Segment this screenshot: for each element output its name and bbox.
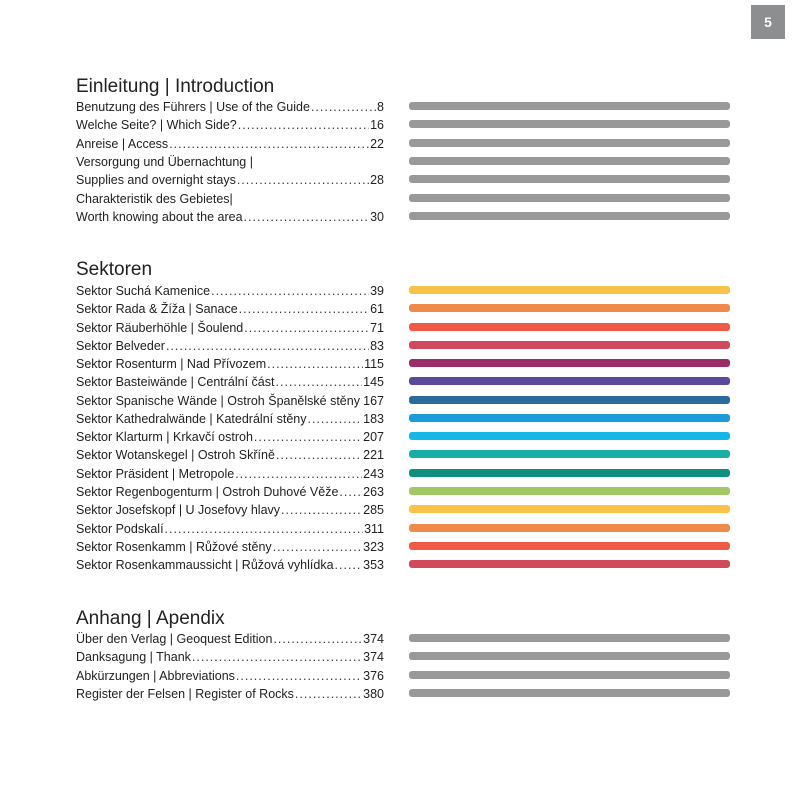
toc-entry-page: 71 xyxy=(370,320,384,335)
toc-entry[interactable] xyxy=(76,556,384,574)
toc-entry-title: Über den Verlag | Geoquest Edition xyxy=(76,632,273,646)
section-sectors-title: Sektoren xyxy=(76,259,153,280)
dot-leader xyxy=(295,685,362,703)
toc-entry-title: Sektor Spanische Wände | Ostroh Španělské stěny xyxy=(76,393,360,408)
toc-entry-title: Sektor Podskalí xyxy=(76,521,164,536)
toc-entry[interactable] xyxy=(76,300,384,318)
color-bar xyxy=(409,671,730,679)
dot-leader xyxy=(235,465,362,483)
color-bar xyxy=(409,487,730,495)
dot-leader xyxy=(276,373,363,391)
toc-entry[interactable] xyxy=(76,446,384,464)
dot-leader xyxy=(238,116,369,134)
toc-entry-title: Sektor Kathedralwände | Katedrální stěny xyxy=(76,411,307,426)
section-appendix-title: Anhang | Apendix xyxy=(76,608,225,629)
dot-leader xyxy=(166,337,369,355)
toc-entry-page: 8 xyxy=(377,100,384,114)
toc-entry-title: Sektor Rosenturm | Nad Přívozem xyxy=(76,357,267,372)
dot-leader xyxy=(276,446,362,464)
toc-entry[interactable] xyxy=(76,685,384,703)
dot-leader xyxy=(361,392,362,410)
toc-entry-title: Benutzung des Führers | Use of the Guide xyxy=(76,100,310,114)
toc-entry[interactable] xyxy=(76,116,384,134)
color-bar xyxy=(409,304,730,312)
toc-entry-title: Sektor Präsident | Metropole xyxy=(76,466,235,481)
color-bar xyxy=(409,120,730,128)
toc-entry[interactable] xyxy=(76,355,384,373)
dot-leader xyxy=(165,520,364,538)
color-bar xyxy=(409,157,730,165)
color-bar xyxy=(409,689,730,697)
toc-entry-title: Sektor Josefskopf | U Josefovy hlavy xyxy=(76,503,281,518)
toc-entry[interactable] xyxy=(76,501,384,519)
page-number-badge: 5 xyxy=(751,5,785,39)
toc-entry-page: 353 xyxy=(363,558,384,573)
toc-entry[interactable] xyxy=(76,410,384,428)
toc-entry[interactable] xyxy=(76,538,384,556)
color-bar xyxy=(409,341,730,349)
dot-leader xyxy=(273,630,362,648)
color-bar xyxy=(409,414,730,422)
toc-entry-page: 221 xyxy=(363,448,384,463)
toc-entry-title: Abkürzungen | Abbreviations xyxy=(76,668,235,683)
dot-leader xyxy=(339,483,362,501)
toc-entry-title: Sektor Belveder xyxy=(76,338,165,353)
color-bar xyxy=(409,524,730,532)
toc-entry-title: Welche Seite? | Which Side? xyxy=(76,118,237,133)
toc-entry-page: 311 xyxy=(364,521,384,536)
toc-entry[interactable] xyxy=(76,337,384,355)
toc-entry-page: 30 xyxy=(370,209,384,224)
toc-entry-page: 243 xyxy=(363,466,384,481)
toc-entry-page: 167 xyxy=(363,393,384,408)
toc-entry[interactable] xyxy=(76,428,384,446)
toc-entry[interactable] xyxy=(76,648,384,666)
color-bar xyxy=(409,377,730,385)
toc-entry-title: Versorgung und Übernachtung | xyxy=(76,154,253,169)
toc-entry-title: Sektor Suchá Kamenice xyxy=(76,284,211,298)
dot-leader xyxy=(311,98,376,116)
color-bar xyxy=(409,634,730,642)
toc-entry[interactable] xyxy=(76,520,384,538)
dot-leader xyxy=(254,428,362,446)
toc-entry-page: 183 xyxy=(363,411,384,426)
color-bar xyxy=(409,432,730,440)
color-bar xyxy=(409,323,730,331)
toc-entry-page: 22 xyxy=(370,136,384,151)
toc-entry-page: 28 xyxy=(370,173,384,188)
color-bar xyxy=(409,359,730,367)
toc-entry[interactable] xyxy=(76,667,384,685)
color-bar xyxy=(409,102,730,110)
toc-entry-page: 115 xyxy=(364,357,384,372)
color-bar xyxy=(409,175,730,183)
toc-entry[interactable] xyxy=(76,171,384,189)
toc-entry[interactable] xyxy=(76,153,384,171)
toc-entry-title: Supplies and overnight stays xyxy=(76,173,236,188)
section-introduction-title: Einleitung | Introduction xyxy=(76,76,275,97)
color-bar xyxy=(409,194,730,202)
toc-entry-page: 374 xyxy=(363,632,384,646)
toc-entry-page: 374 xyxy=(363,650,384,665)
dot-leader xyxy=(236,667,362,685)
toc-entry-title: Sektor Klarturm | Krkavčí ostroh xyxy=(76,430,253,445)
dot-leader xyxy=(281,501,362,519)
toc-entry[interactable] xyxy=(76,98,384,116)
toc-entry[interactable] xyxy=(76,135,384,153)
toc-entry-title: Sektor Rada & Žíža | Sanace xyxy=(76,302,238,317)
color-bar xyxy=(409,139,730,147)
toc-entry-page: 380 xyxy=(363,686,384,701)
toc-entry-title: Register der Felsen | Register of Rocks xyxy=(76,686,294,701)
dot-leader xyxy=(192,648,362,666)
dot-leader xyxy=(307,410,362,428)
toc-entry-title: Sektor Regenbogenturm | Ostroh Duhové Věže xyxy=(76,484,339,499)
toc-entry-page: 83 xyxy=(370,338,384,353)
toc-entry-title: Sektor Räuberhöhle | Šoulend xyxy=(76,320,244,335)
toc-entry[interactable] xyxy=(76,483,384,501)
dot-leader xyxy=(239,300,369,318)
dot-leader xyxy=(335,556,363,574)
toc-entry[interactable] xyxy=(76,373,384,391)
dot-leader xyxy=(273,538,362,556)
dot-leader xyxy=(267,355,363,373)
color-bar xyxy=(409,505,730,513)
toc-entry[interactable] xyxy=(76,319,384,337)
color-bar xyxy=(409,286,730,294)
toc-entry-page: 263 xyxy=(363,484,384,499)
toc-entry-page: 285 xyxy=(363,503,384,518)
toc-entry-title: Anreise | Access xyxy=(76,136,169,151)
toc-entry-title: Sektor Rosenkammaussicht | Růžová vyhlídka xyxy=(76,558,334,573)
dot-leader xyxy=(244,319,369,337)
toc-entry-title: Worth knowing about the area xyxy=(76,209,243,224)
toc-entry-title: Sektor Wotanskegel | Ostroh Skříně xyxy=(76,448,275,463)
toc-entry[interactable] xyxy=(76,465,384,483)
toc-entry-page: 207 xyxy=(363,430,384,445)
color-bar xyxy=(409,542,730,550)
color-bar xyxy=(409,212,730,220)
toc-entry-title: Danksagung | Thank xyxy=(76,650,191,665)
toc-entry-page: 39 xyxy=(370,284,384,298)
toc-entry[interactable] xyxy=(76,630,384,648)
dot-leader xyxy=(244,208,370,226)
color-bar xyxy=(409,560,730,568)
color-bar xyxy=(409,450,730,458)
toc-entry-title: Sektor Basteiwände | Centrální část xyxy=(76,375,275,390)
toc-entry[interactable] xyxy=(76,190,384,208)
dot-leader xyxy=(169,135,369,153)
toc-entry-page: 376 xyxy=(363,668,384,683)
toc-entry-title: Sektor Rosenkamm | Růžové stěny xyxy=(76,539,272,554)
toc-entry-page: 61 xyxy=(370,302,384,317)
toc-entry-page: 323 xyxy=(363,539,384,554)
color-bar xyxy=(409,396,730,404)
toc-entry-page: 145 xyxy=(363,375,384,390)
toc-entry-title: Charakteristik des Gebietes| xyxy=(76,191,233,206)
toc-entry[interactable] xyxy=(76,392,384,410)
color-bar xyxy=(409,469,730,477)
toc-entry-page: 16 xyxy=(370,118,384,133)
color-bar xyxy=(409,652,730,660)
dot-leader xyxy=(237,171,369,189)
toc-entry[interactable] xyxy=(76,282,384,300)
dot-leader xyxy=(211,282,369,300)
toc-entry[interactable] xyxy=(76,208,384,226)
